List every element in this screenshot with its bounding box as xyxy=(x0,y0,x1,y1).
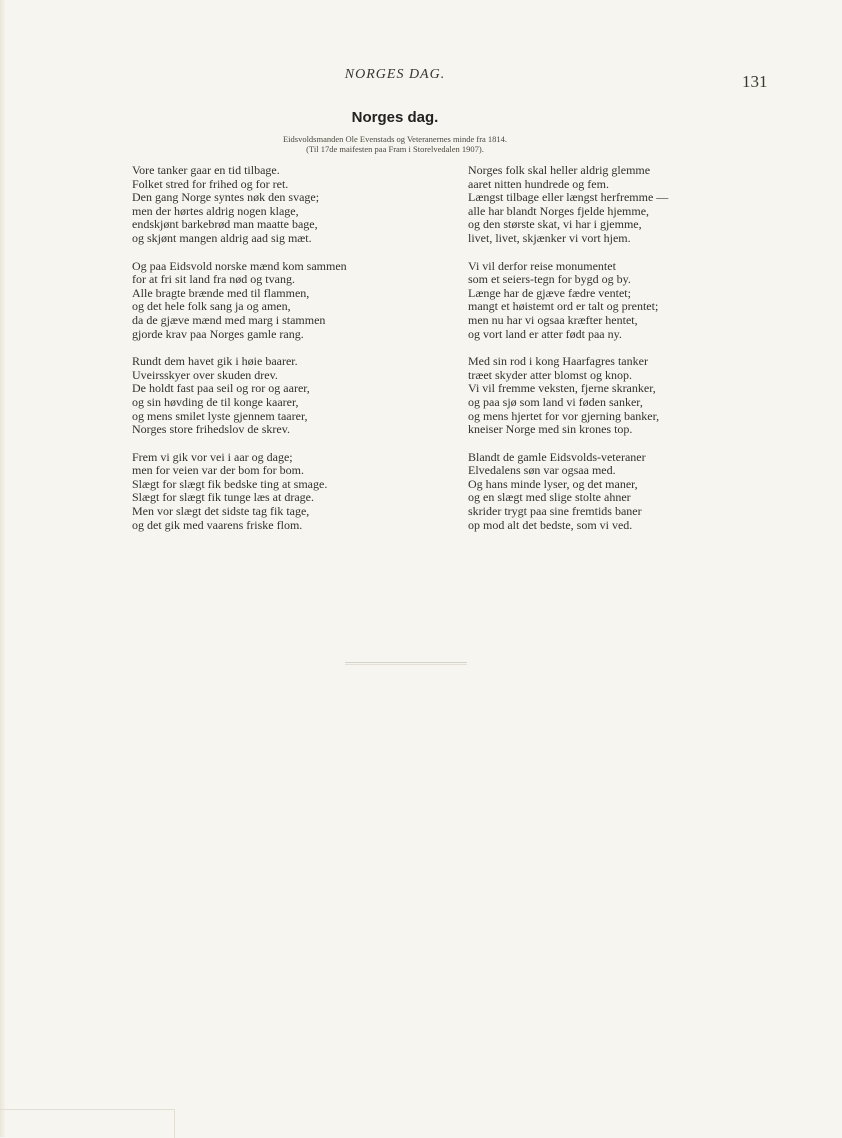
running-title: NORGES DAG. xyxy=(344,67,446,82)
verse-line: da de gjæve mænd med marg i stammen xyxy=(132,312,326,327)
verse-line: gjorde krav paa Norges gamle rang. xyxy=(132,326,304,341)
verse-line: Og paa Eidsvold norske mænd kom sammen xyxy=(132,258,347,273)
verse-line: Vi vil fremme veksten, fjerne skranker, xyxy=(468,381,656,396)
verse-line: Længst tilbage eller længst herfremme — xyxy=(468,190,669,205)
verse-line: men der hørtes aldrig nogen klage, xyxy=(132,203,299,218)
verse-line: Slægt for slægt fik tunge læs at drage. xyxy=(132,490,314,505)
verse-line: Den gang Norge syntes nøk den svage; xyxy=(132,190,320,205)
poem-subtitle xyxy=(0,134,790,154)
verse-line: Men vor slægt det sidste tag fik tage, xyxy=(132,504,310,519)
verse-line: Norges store frihedslov de skrev. xyxy=(132,422,290,437)
page-edge xyxy=(0,0,6,1137)
right-column xyxy=(468,164,768,546)
stanza xyxy=(468,164,768,246)
verse-line: Og hans minde lyser, og det maner, xyxy=(468,476,638,491)
subtitle-line: (Til 17de maifesten paa Fram i Storelvedalen 1907). xyxy=(306,144,484,154)
verse-line: endskjønt barkebrød man maatte bage, xyxy=(132,217,318,232)
verse-line: træet skyder atter blomst og knop. xyxy=(468,367,632,382)
verse-line: Slægt for slægt fik bedske ting at smage. xyxy=(132,476,328,491)
verse-line: Folket stred for frihed og for ret. xyxy=(132,176,289,191)
stanza xyxy=(132,355,442,437)
stanza xyxy=(468,451,768,533)
verse-line: Længe har de gjæve fædre ventet; xyxy=(468,285,631,300)
verse-line: Vore tanker gaar en tid tilbage. xyxy=(132,163,280,177)
verse-line: for at fri sit land fra nød og tvang. xyxy=(132,272,295,287)
left-column xyxy=(132,164,442,546)
verse-line: men nu har vi ogsaa kræfter hentet, xyxy=(468,312,638,327)
verse-line: Elvedalens søn var ogsaa med. xyxy=(468,463,616,478)
scan-edge-mark xyxy=(0,1109,175,1138)
verse-line: Norges folk skal heller aldrig glemme xyxy=(468,163,651,177)
verse-line: og sin høvding de til konge kaarer, xyxy=(132,394,299,409)
decorative-rule xyxy=(345,662,467,663)
verse-line: og paa sjø som land vi føden sanker, xyxy=(468,394,643,409)
verse-line: som et seiers-tegn for bygd og by. xyxy=(468,272,631,287)
verse-line: alle har blandt Norges fjelde hjemme, xyxy=(468,203,650,218)
stanza xyxy=(132,260,442,342)
verse-line: Alle bragte brænde med til flammen, xyxy=(132,285,310,300)
stanza xyxy=(132,451,442,533)
verse-line: og mens hjertet for vor gjerning banker, xyxy=(468,408,660,423)
verse-line: Vi vil derfor reise monumentet xyxy=(468,258,616,273)
verse-line: og det hele folk sang ja og amen, xyxy=(132,299,291,314)
verse-line: Med sin rod i kong Haarfagres tanker xyxy=(468,354,648,369)
verse-line: De holdt fast paa seil og ror og aarer, xyxy=(132,381,310,396)
verse-line: skrider trygt paa sine fremtids baner xyxy=(468,504,642,519)
verse-line: Rundt dem havet gik i høie baarer. xyxy=(132,354,298,369)
verse-line: og skjønt mangen aldrig aad sig mæt. xyxy=(132,230,312,245)
verse-line: men for veien var der bom for bom. xyxy=(132,463,304,478)
verse-line: Blandt de gamle Eidsvolds-veteraner xyxy=(468,449,646,464)
verse-line: og det gik med vaarens friske flom. xyxy=(132,517,303,532)
stanza xyxy=(468,260,768,342)
subtitle-line: Eidsvoldsmanden Ole Evenstads og Veteranernes minde fra 1814. xyxy=(282,134,508,144)
verse-line: Frem vi gik vor vei i aar og dage; xyxy=(132,449,293,464)
verse-line: Uveirsskyer over skuden drev. xyxy=(132,367,278,382)
poem-title: Norges dag. xyxy=(351,109,439,126)
verse-line: og den største skat, vi har i gjemme, xyxy=(468,217,642,232)
verse-line: livet, livet, skjænker vi vort hjem. xyxy=(468,230,631,245)
verse-line: mangt et høistemt ord er talt og prentet; xyxy=(468,299,659,314)
verse-line: kneiser Norge med sin krones top. xyxy=(468,422,633,437)
page-number: 131 xyxy=(742,72,768,91)
verse-line: og vort land er atter født paa ny. xyxy=(468,326,622,341)
verse-line: aaret nitten hundrede og fem. xyxy=(468,176,609,191)
verse-line: og mens smilet lyste gjennem taarer, xyxy=(132,408,308,423)
verse-line: op mod alt det bedste, som vi ved. xyxy=(468,517,633,532)
stanza xyxy=(132,164,442,246)
stanza xyxy=(468,355,768,437)
verse-line: og en slægt med slige stolte ahner xyxy=(468,490,631,505)
